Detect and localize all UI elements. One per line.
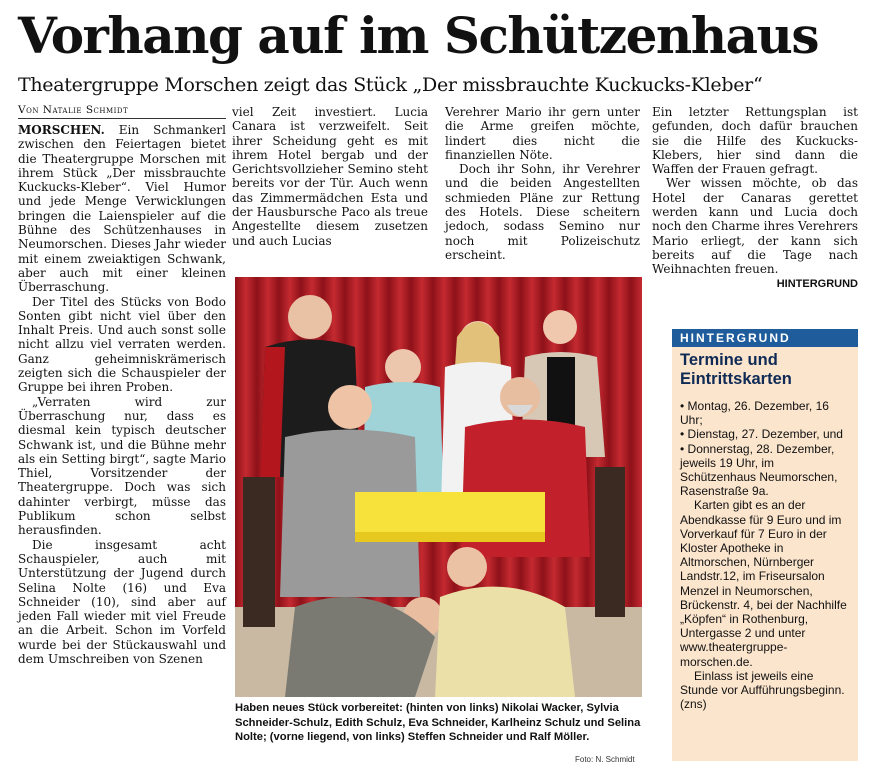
article-paragraph-3: „Verraten wird zur Überraschung nur, dass es diesmal kein typisch deutscher Schwank ist, und die Bühne mehr als ein Setting birgt“, sagte Mario Thiel, Vorsitzender der Theatergruppe. Doch was sich dahinter verbirgt, müsse das Publikum schon selbst herausfinden. xyxy=(18,394,226,538)
article-paragraph-8: Ein letzter Rettungsplan ist gefunden, doch dafür brauchen sie die Hilfe des Kuckucks-Klebers, hier sind dann die Waffen der Frauen gefragt. xyxy=(652,105,858,177)
table-fringe xyxy=(355,532,545,542)
hintergrund-reference: HINTERGRUND xyxy=(776,277,858,290)
date-item: • Dienstag, 27. Dezember, und • Donnerstag, 28. Dezember, jeweils 19 Uhr, im Schützenhaus Neumorschen, Rasenstraße 9a. xyxy=(680,427,843,499)
dateline: MORSCHEN. xyxy=(18,123,105,137)
article-paragraph-6: Verehrer Mario ihr gern unter die Arme greifen möchte, lindert dies nicht die finanziellen Nöte. xyxy=(445,105,640,162)
article-column-4 xyxy=(652,105,858,291)
ticket-info: Karten gibt es an der Abendkasse für 9 Euro und im Vorverkauf für 7 Euro in der Kloster Apotheke in Altmorschen, Nürnberger Landstr.12, im Friseursalon Menzel in Neumorschen, Brückenstr. 4, bei der Nachhilfe „Köpfen“ in Rothenburg, Untergasse 2 und unter www.theatergruppe-morschen.de. xyxy=(680,498,847,669)
article-paragraph-9: Wer wissen möchte, ob das Hotel der Canaras gerettet werden kann und Lucia doch noch den Charme ihres Verehrers Mario erliegt, der kann sich bereits auf die Tage nach Weihnachten freuen. xyxy=(652,176,858,277)
info-box xyxy=(672,329,858,761)
person-head xyxy=(447,547,487,587)
article-column-1 xyxy=(18,123,226,666)
photo-illustration xyxy=(235,277,642,697)
photo-caption: Haben neues Stück vorbereitet: (hinten von links) Nikolai Wacker, Sylvia Schneider-Schulz, Edith Schulz, Eva Schneider, Karlheinz Schulz und Selina Nolte; (vorne liegend, von links) Steffen Schneider und Ralf Möller. xyxy=(235,702,641,744)
photo-credit: Foto: N. Schmidt xyxy=(575,755,635,764)
admission-info: Einlass ist jeweils eine Stunde vor Aufführungsbeginn. (zns) xyxy=(680,668,845,712)
theater-group-photo xyxy=(235,277,642,697)
info-box-label: HINTERGRUND xyxy=(672,329,858,347)
yellow-table xyxy=(355,492,545,532)
date-item: • Montag, 26. Dezember, 16 Uhr; xyxy=(680,399,829,428)
article-paragraph-1 xyxy=(18,123,226,295)
person-head xyxy=(543,310,577,344)
person-head xyxy=(288,295,332,339)
headline: Vorhang auf im Schützenhaus xyxy=(18,6,819,65)
person-body xyxy=(435,587,575,697)
chair-left xyxy=(243,477,275,627)
article-paragraph-2: Der Titel des Stücks von Bodo Sonten gibt nicht viel über den Inhalt Preis. Und auch sonst solle nicht allzu viel verraten werden. Ganz geheimniskrämerisch zeigten sich die Schauspieler der Gruppe bei ihren Proben. xyxy=(18,294,226,395)
article-paragraph-7: Doch ihr Sohn, ihr Verehrer und die beiden Angestellten schmieden Pläne zur Rettung des Hotels. Diese scheitern jedoch, sodass Semino nur noch mit Polizeischutz erscheint. xyxy=(445,162,640,262)
person-head xyxy=(385,349,421,385)
article-paragraph-4: Die insgesamt acht Schauspieler, auch mit Unterstützung der Jugend durch Selina Nolte (16) und Eva Schneider (10), sind aber auf jeden Fall wieder mit viel Freude an die Arbeit. Schon im Vorfeld wurde bei der Stückauswahl und dem Umschreiben von Szenen xyxy=(18,537,226,666)
author-byline: Von Natalie Schmidt xyxy=(18,104,226,119)
info-box-text xyxy=(672,389,858,711)
info-box-title: Termine und Eintrittskarten xyxy=(680,351,792,388)
article-column-2 xyxy=(232,105,428,248)
subheadline: Theatergruppe Morschen zeigt das Stück „Der missbrauchte Kuckucks-Kleber“ xyxy=(18,74,763,96)
chair-right xyxy=(595,467,625,617)
article-paragraph-5: viel Zeit investiert. Lucia Canara ist verzweifelt. Seit ihrer Scheidung geht es mit ihrem Hotel bergab und der Gerichtsvollzieher Semino steht bereits vor der Tür. Auch wenn das Zimmermädchen Esta und der Hausbursche Paco als treue Angestellte diesem zusetzen und auch Lucias xyxy=(232,105,428,248)
person-head xyxy=(328,385,372,429)
paragraph-1-text: Ein Schmankerl zwischen den Feiertagen bietet die Theatergruppe Morschen mit ihrem Stück „Der missbrauchte Kuckucks-Kleber“. Viel Humor und jede Menge Verwicklungen bringen die Laienspieler auf die Bühne des Schützenhauses in Neumorschen. Dieses Jahr wieder mit einem zweiaktigen Schwank, aber auch mit einer kleinen Überraschung. xyxy=(18,123,226,295)
article-column-3 xyxy=(445,105,640,262)
